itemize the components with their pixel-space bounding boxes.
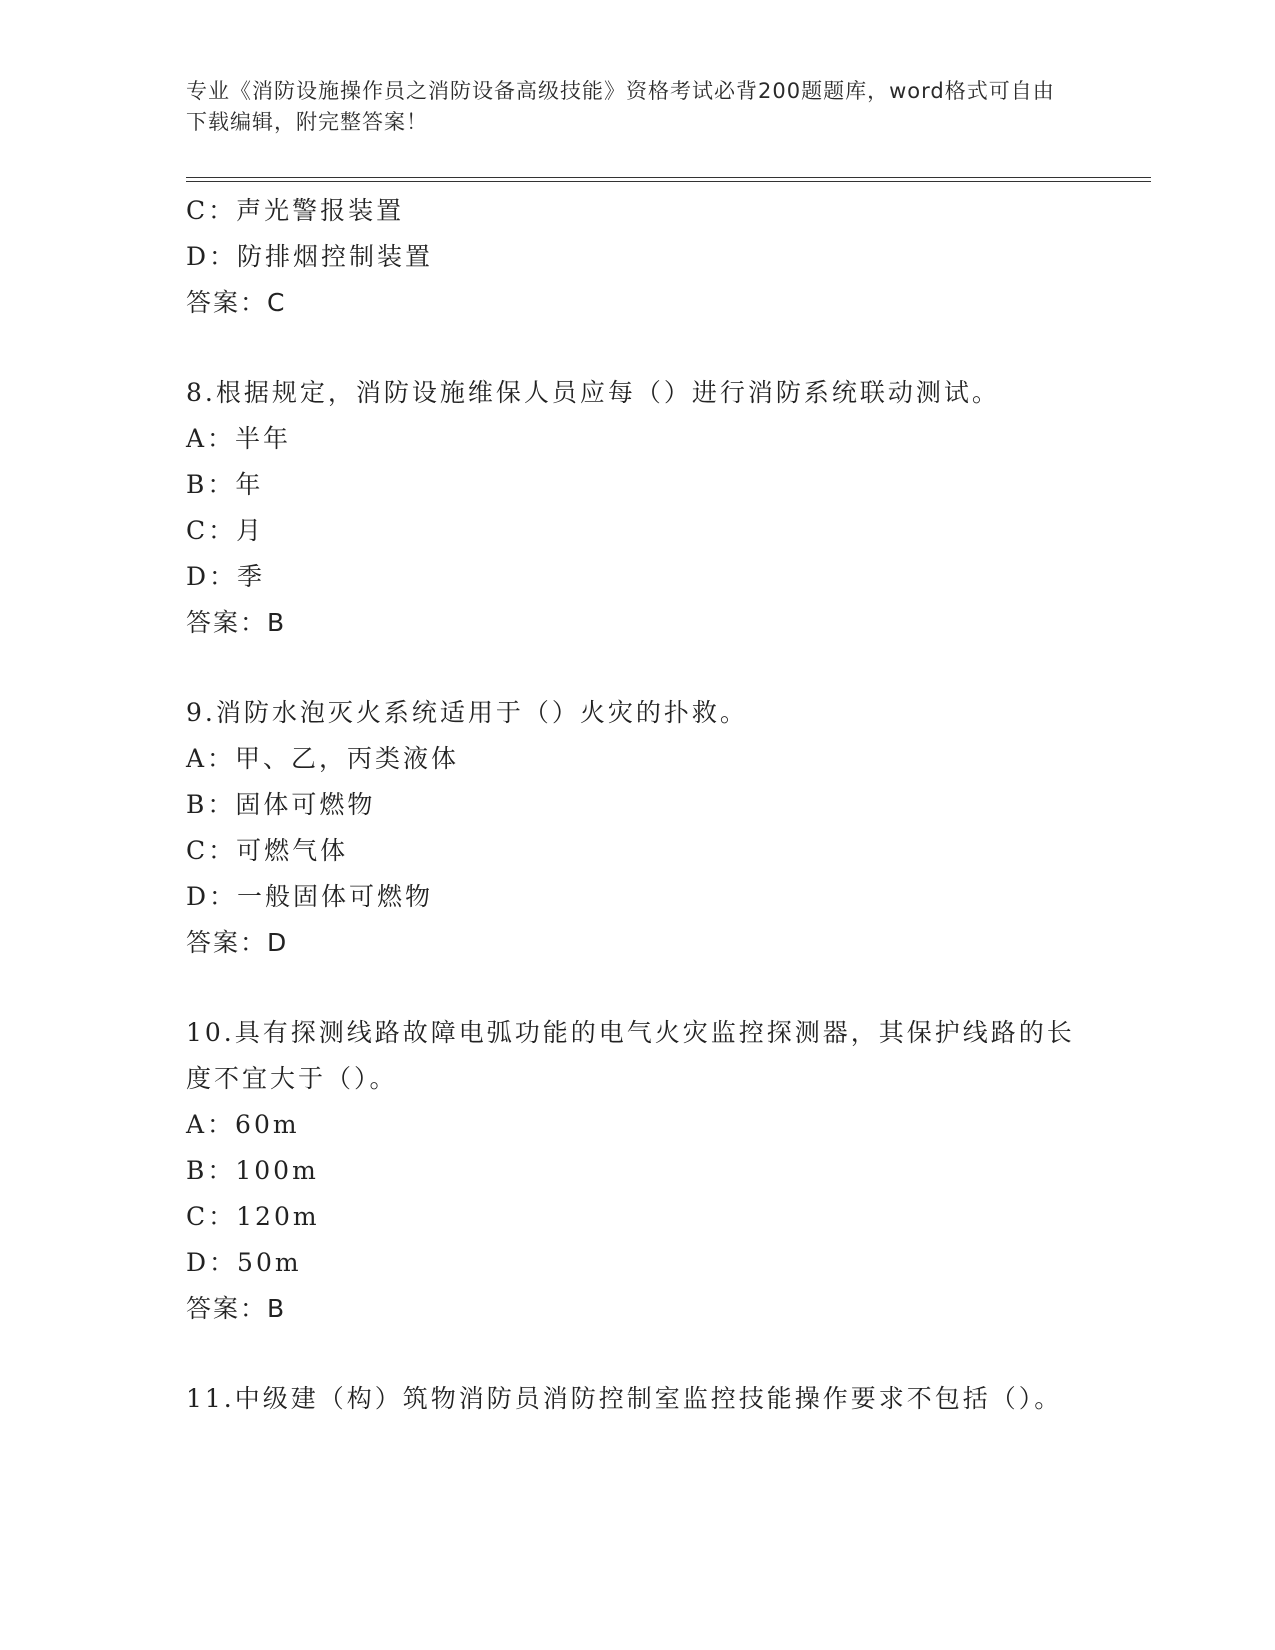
header-divider [186,177,1151,182]
question-text: 9.消防水泡灭火系统适用于（）火灾的扑救。 [186,698,748,727]
answer: 答案：C [186,288,287,317]
question-10 [186,1010,1086,1332]
answer: 答案：D [186,928,289,957]
option-b: B：固体可燃物 [186,790,376,819]
option-a: A：60m [186,1110,300,1139]
answer: 答案：B [186,608,287,637]
answer: 答案：B [186,1294,287,1323]
question-9 [186,690,1086,966]
option-a: A：甲、乙，丙类液体 [186,744,460,773]
question-8 [186,370,1086,646]
question-7-tail [186,188,1086,326]
option-c: C：可燃气体 [186,836,349,865]
document-header: 专业《消防设施操作员之消防设备高级技能》资格考试必背200题题库，word格式可自由下载编辑，附完整答案！ [186,79,1055,134]
question-text: 10.具有探测线路故障电弧功能的电气火灾监控探测器，其保护线路的长度不宜大于（）。 [186,1018,1075,1093]
option-a: A：半年 [186,424,292,453]
option-c: C：120m [186,1202,320,1231]
option-d: D：一般固体可燃物 [186,882,434,911]
option-b: B：100m [186,1156,319,1185]
question-text: 8.根据规定，消防设施维保人员应每（）进行消防系统联动测试。 [186,378,1000,407]
option-d: D：50m [186,1248,302,1277]
question-11 [186,1376,1086,1422]
option-c: C：声光警报装置 [186,196,405,225]
option-d: D：季 [186,562,266,591]
option-c: C：月 [186,516,265,545]
question-text: 11.中级建（构）筑物消防员消防控制室监控技能操作要求不包括（）。 [186,1384,1063,1413]
option-d: D：防排烟控制装置 [186,242,434,271]
option-b: B：年 [186,470,264,499]
question-list [186,188,1086,1422]
